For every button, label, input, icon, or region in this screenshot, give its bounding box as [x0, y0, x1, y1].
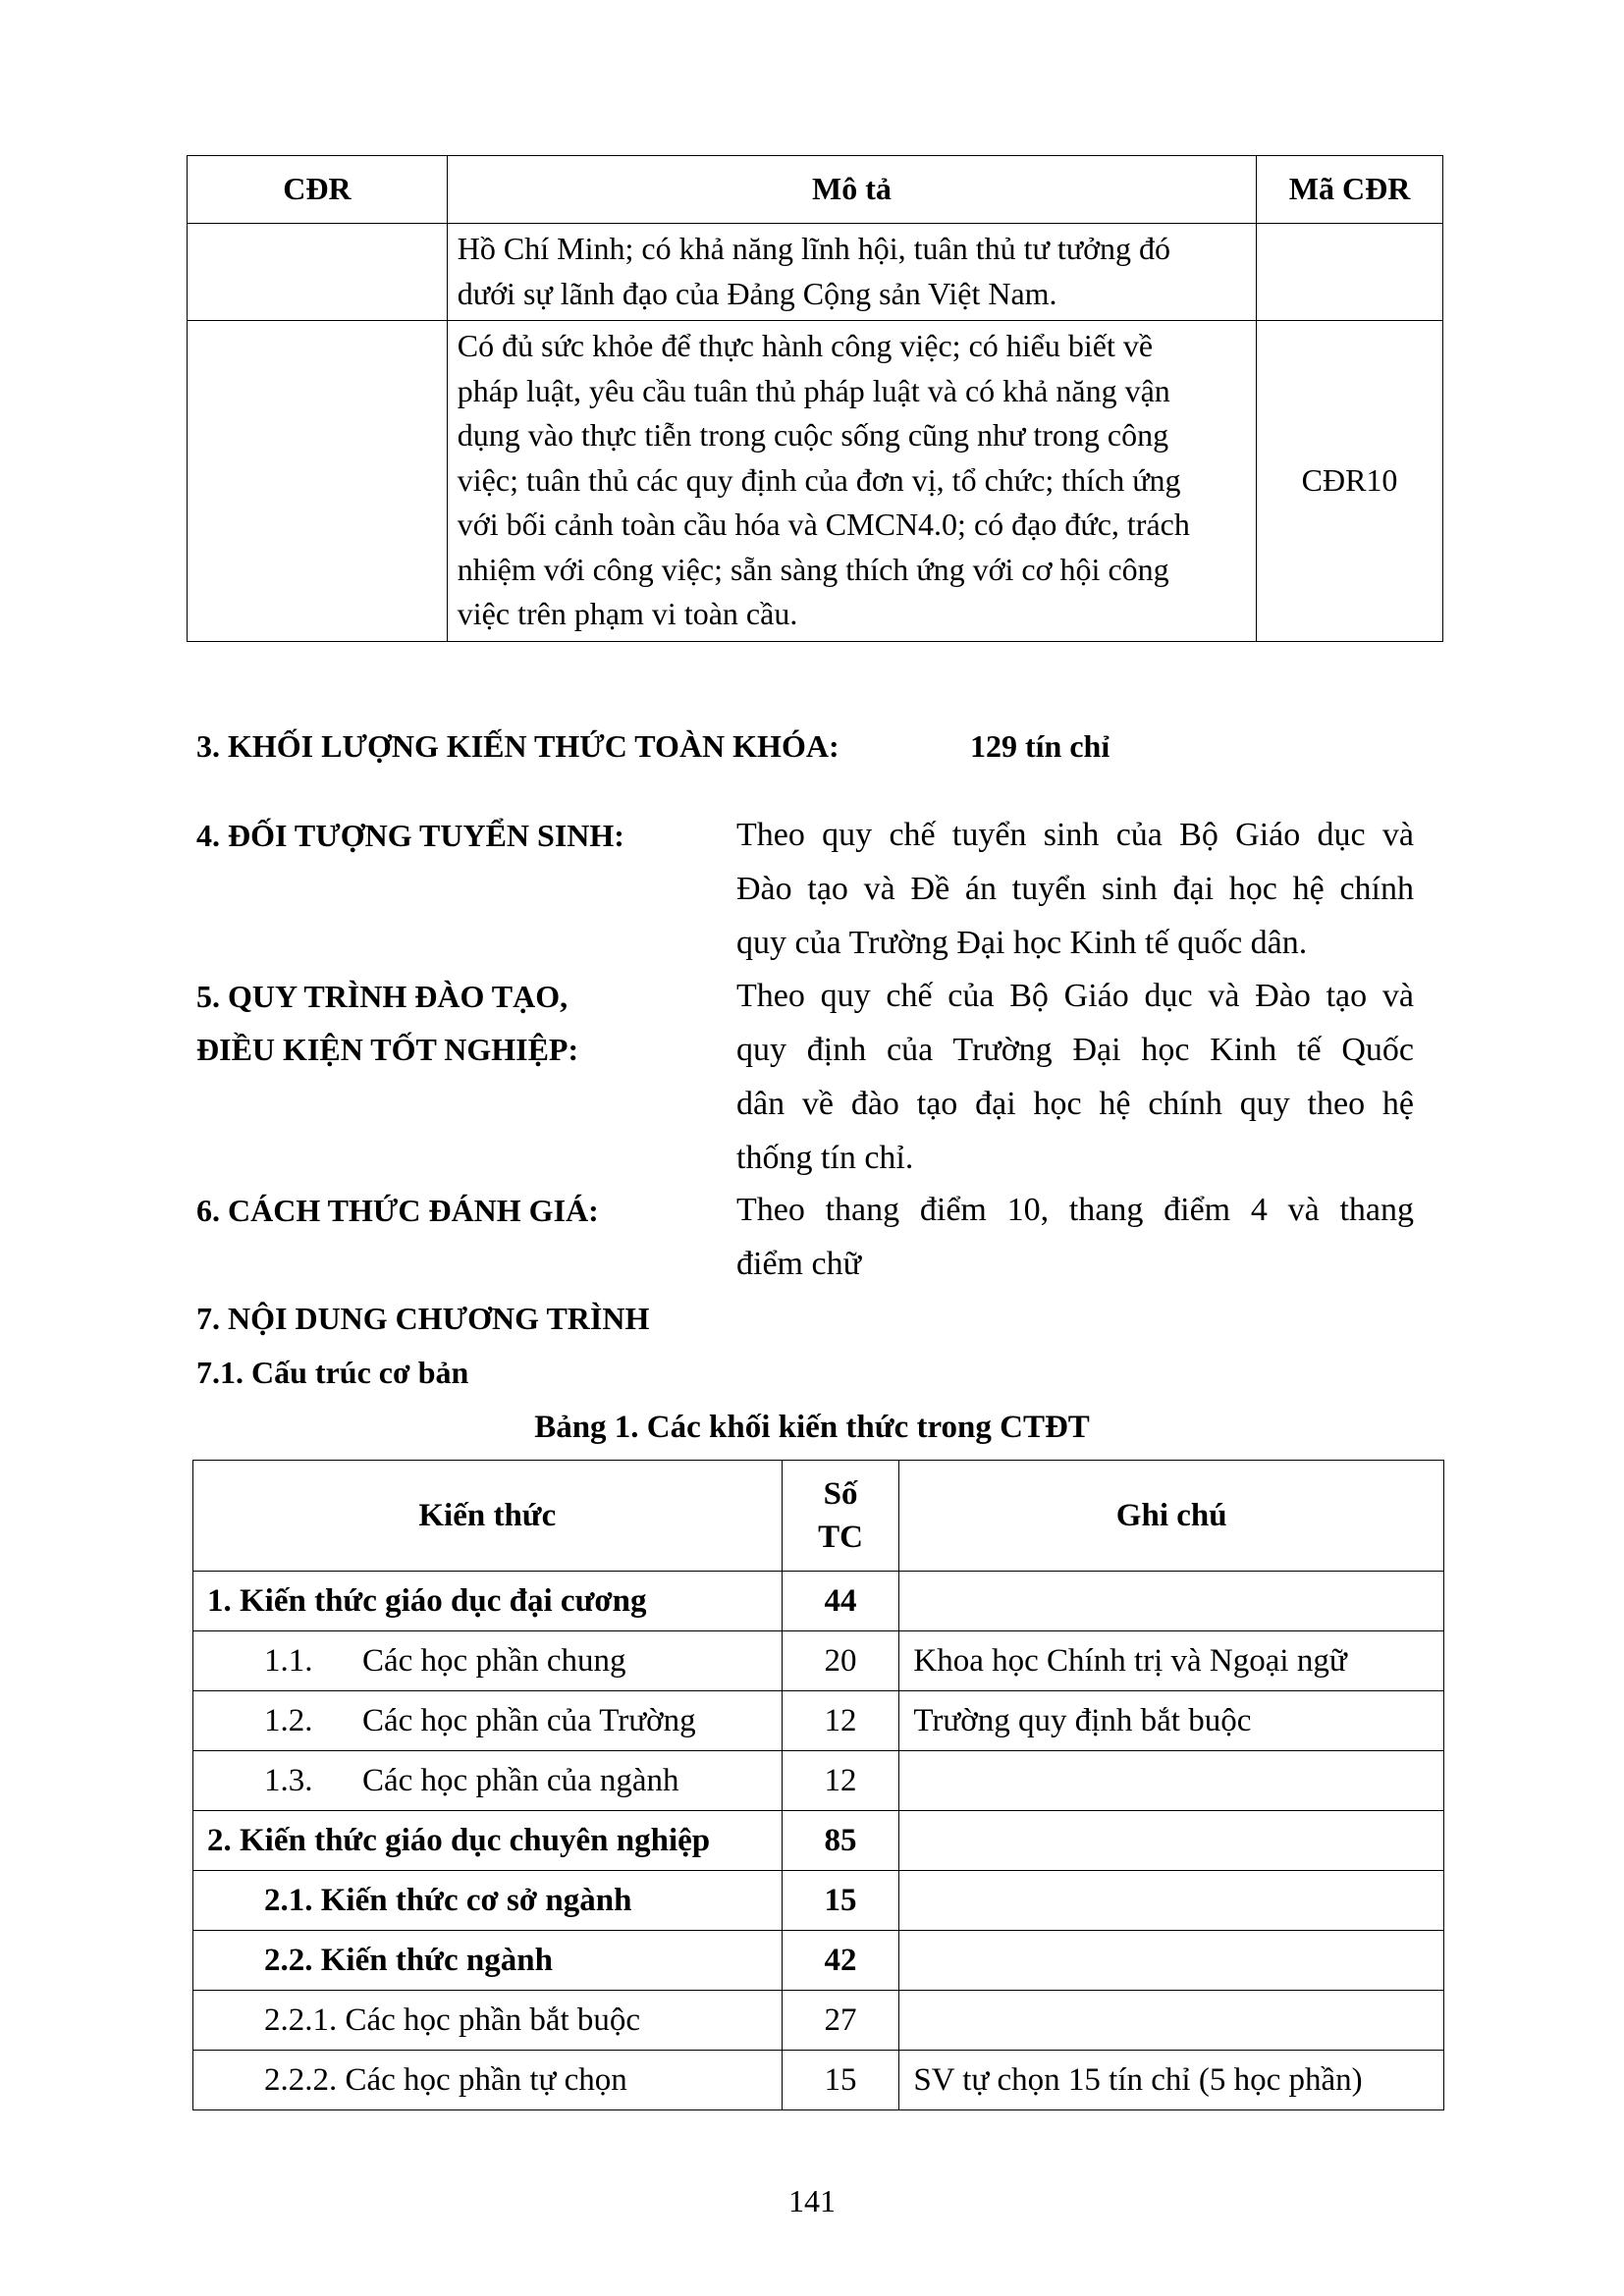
knowledge-cell: 2.2.1. Các học phần bắt buộc — [193, 1991, 783, 2051]
section-4-text — [736, 808, 1414, 970]
section-3-heading: 3. KHỐI LƯỢNG KIẾN THỨC TOÀN KHÓA: — [196, 728, 839, 764]
knowledge-cell — [193, 1631, 783, 1691]
description-cell — [447, 321, 1256, 642]
credits-cell: 20 — [782, 1631, 899, 1691]
section-5-heading-line2: ĐIỀU KIỆN TỐT NGHIỆP: — [196, 1032, 579, 1067]
code-cell — [1257, 224, 1443, 321]
table-row — [193, 2051, 1444, 2110]
cdr-table — [187, 155, 1443, 642]
page-number: 141 — [788, 2183, 836, 2218]
note-cell: Trường quy định bắt buộc — [899, 1691, 1444, 1751]
table-row — [193, 1871, 1444, 1931]
header-cdr: CĐR — [188, 156, 448, 224]
knowledge-cell: 1. Kiến thức giáo dục đại cương — [193, 1572, 783, 1631]
section-6-heading: 6. CÁCH THỨC ĐÁNH GIÁ: — [196, 1193, 599, 1228]
code-cell: CĐR10 — [1257, 321, 1443, 642]
text-line: quy định của Trường Đại học Kinh tế Quốc — [736, 1032, 1414, 1068]
table-row — [193, 1691, 1444, 1751]
description-line: pháp luật, yêu cầu tuân thủ pháp luật và có khả năng vận — [457, 372, 1170, 408]
text-line: Theo quy chế của Bộ Giáo dục và Đào tạo và — [736, 978, 1414, 1014]
item-number: 1.3. — [264, 1762, 313, 1798]
note-cell — [899, 1931, 1444, 1991]
credits-cell: 42 — [782, 1931, 899, 1991]
text-line: Theo thang điểm 10, thang điểm 4 và thang — [736, 1192, 1414, 1228]
header-ghi-chu: Ghi chú — [899, 1461, 1444, 1572]
table-row — [193, 1931, 1444, 1991]
note-cell — [899, 1811, 1444, 1871]
cdr-table-header-row — [188, 156, 1443, 224]
cdr-cell — [188, 321, 448, 642]
credits-cell: 12 — [782, 1751, 899, 1811]
table-row — [193, 1811, 1444, 1871]
header-so-tc-line1: Số — [823, 1476, 858, 1512]
description-line: việc; tuân thủ các quy định của đơn vị, tổ chức; thích ứng — [457, 461, 1181, 498]
description-line: việc trên phạm vi toàn cầu. — [457, 596, 798, 631]
note-cell — [899, 1751, 1444, 1811]
item-label: Các học phần của Trường — [362, 1702, 696, 1738]
text-line: Đào tạo và Đề án tuyển sinh đại học hệ chính — [736, 871, 1414, 907]
item-label: Các học phần chung — [362, 1642, 626, 1679]
section-5-text — [736, 969, 1414, 1185]
knowledge-cell: 2.1. Kiến thức cơ sở ngành — [193, 1871, 783, 1931]
knowledge-table-header-row — [193, 1461, 1444, 1572]
item-number: 1.1. — [264, 1642, 313, 1679]
knowledge-blocks-table — [192, 1460, 1444, 2110]
note-cell: SV tự chọn 15 tín chỉ (5 học phần) — [899, 2051, 1444, 2110]
table-row — [188, 224, 1443, 321]
header-kien-thuc: Kiến thức — [193, 1461, 783, 1572]
text-line: điểm chữ — [736, 1246, 862, 1282]
item-number: 1.2. — [264, 1702, 313, 1738]
section-5-heading-line1: 5. QUY TRÌNH ĐÀO TẠO, — [196, 979, 568, 1014]
note-cell: Khoa học Chính trị và Ngoại ngữ — [899, 1631, 1444, 1691]
table-row — [193, 1572, 1444, 1631]
section-6-text — [736, 1183, 1414, 1291]
credits-cell: 12 — [782, 1691, 899, 1751]
note-cell — [899, 1871, 1444, 1931]
description-line: dưới sự lãnh đạo của Đảng Cộng sản Việt Nam. — [457, 275, 1057, 311]
section-4-heading: 4. ĐỐI TƯỢNG TUYỂN SINH: — [196, 818, 624, 853]
description-line: dụng vào thực tiễn trong cuộc sống cũng như trong công — [457, 417, 1169, 453]
knowledge-cell: 2. Kiến thức giáo dục chuyên nghiệp — [193, 1811, 783, 1871]
knowledge-cell: 2.2.2. Các học phần tự chọn — [193, 2051, 783, 2110]
table-row — [193, 1751, 1444, 1811]
note-cell — [899, 1991, 1444, 2051]
text-line: Theo quy chế tuyển sinh của Bộ Giáo dục và — [736, 817, 1414, 853]
description-cell — [447, 224, 1256, 321]
text-line: quy của Trường Đại học Kinh tế quốc dân. — [736, 925, 1308, 961]
header-so-tc-line2: TC — [818, 1520, 863, 1555]
note-cell — [899, 1572, 1444, 1631]
header-mo-ta: Mô tả — [447, 156, 1256, 224]
item-label: Các học phần của ngành — [362, 1762, 679, 1798]
section-7-heading: 7. NỘI DUNG CHƯƠNG TRÌNH — [196, 1301, 650, 1336]
header-ma-cdr: Mã CĐR — [1257, 156, 1443, 224]
table-caption: Bảng 1. Các khối kiến thức trong CTĐT — [534, 1410, 1090, 1445]
text-line: dân về đào tạo đại học hệ chính quy theo hệ — [736, 1086, 1414, 1122]
credits-cell: 15 — [782, 1871, 899, 1931]
section-3-value: 129 tín chỉ — [970, 728, 1110, 764]
description-line: với bối cảnh toàn cầu hóa và CMCN4.0; có đạo đức, trách — [457, 507, 1190, 542]
text-line: thống tín chỉ. — [736, 1140, 914, 1176]
credits-cell: 27 — [782, 1991, 899, 2051]
section-7-1-heading: 7.1. Cấu trúc cơ bản — [196, 1355, 469, 1390]
knowledge-cell — [193, 1751, 783, 1811]
knowledge-cell — [193, 1691, 783, 1751]
description-line: Hồ Chí Minh; có khả năng lĩnh hội, tuân thủ tư tưởng đó — [457, 231, 1171, 266]
description-line: Có đủ sức khỏe để thực hành công việc; có hiểu biết về — [457, 328, 1154, 363]
credits-cell: 85 — [782, 1811, 899, 1871]
knowledge-cell: 2.2. Kiến thức ngành — [193, 1931, 783, 1991]
credits-cell: 15 — [782, 2051, 899, 2110]
credits-cell: 44 — [782, 1572, 899, 1631]
header-so-tc — [782, 1461, 899, 1572]
table-row — [193, 1631, 1444, 1691]
cdr-cell — [188, 224, 448, 321]
table-row — [188, 321, 1443, 642]
description-line: nhiệm với công việc; sẵn sàng thích ứng với cơ hội công — [457, 551, 1169, 587]
table-row — [193, 1991, 1444, 2051]
